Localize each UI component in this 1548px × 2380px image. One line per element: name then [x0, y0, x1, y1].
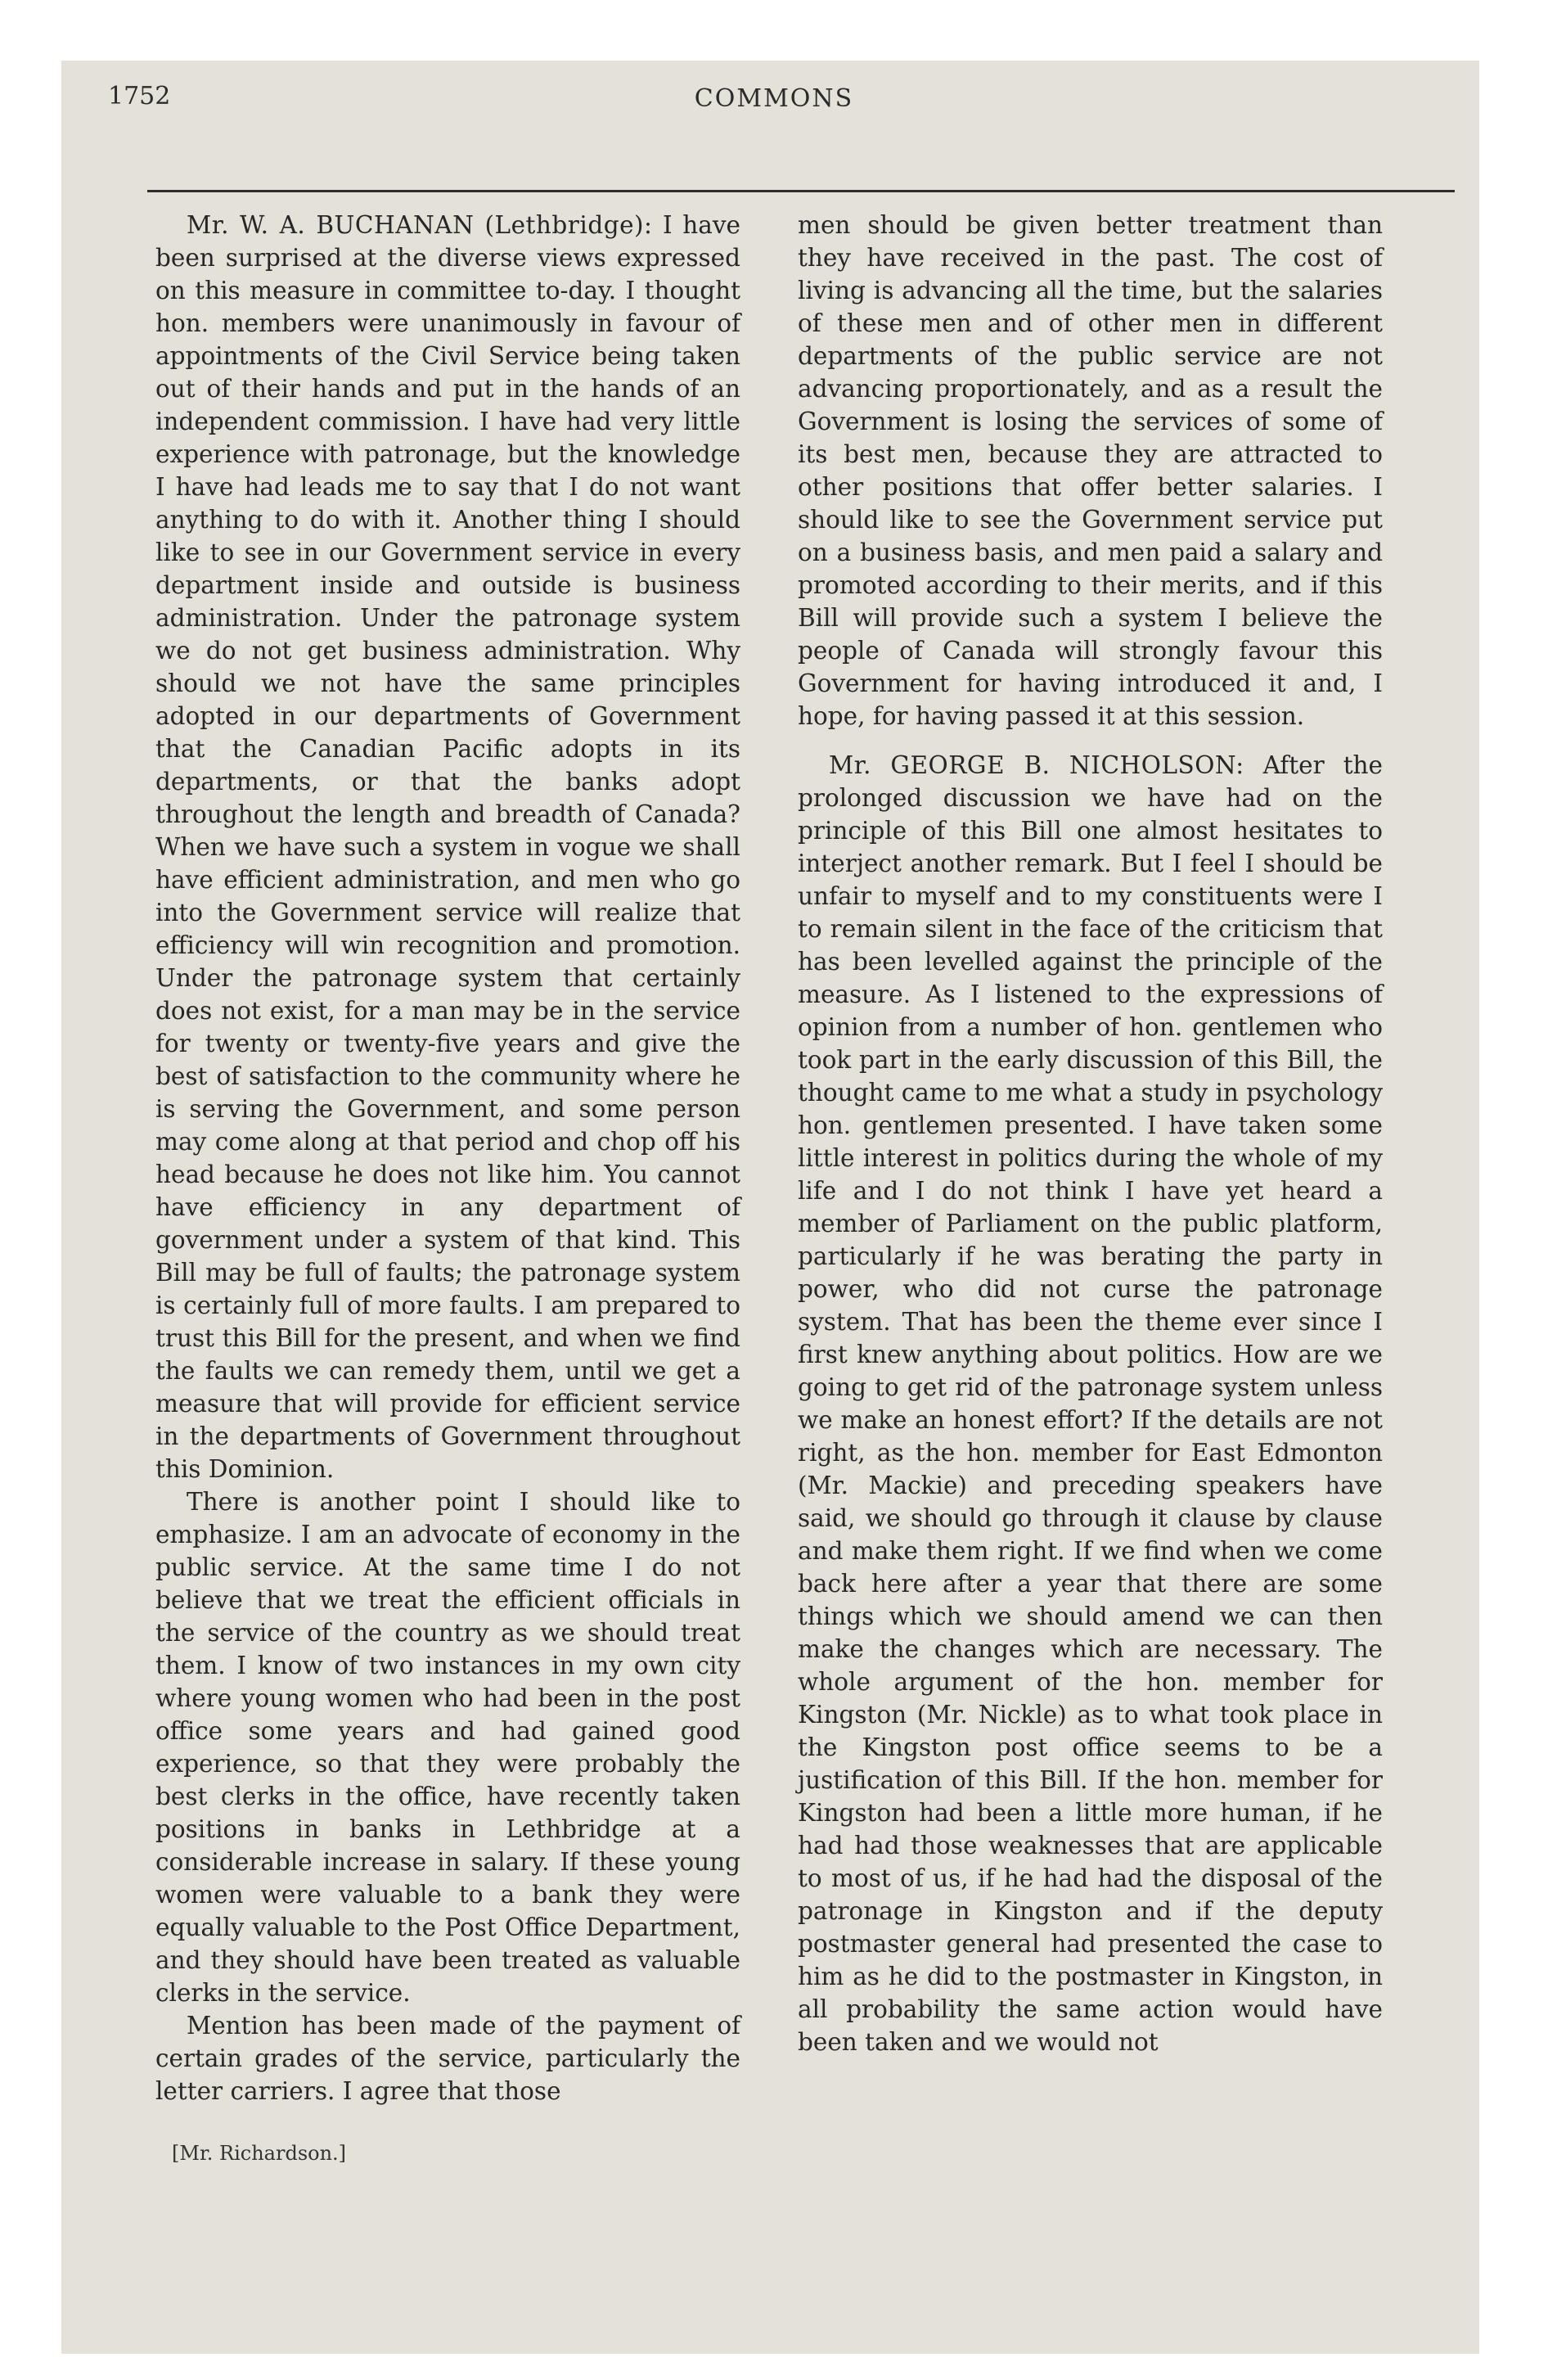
speech-text: I have been surprised at the diverse views expressed on this measure in committee to-day. I thought hon. members were unanimously in favour of appointments of the Civil Service being taken out of their hands and put in the hands of an independent commission. I have had very little experience with patronage, but the knowledge I have had leads me to say that I do not want anything to do with it. Another thing I should like to see in our Government service in every department inside and outside is business administration. Under the patronage system we do not get business administration. Why should we not have the same principles adopted in our departments of Government that the Canadian Pacific adopts in its departments, or that the banks adopt throughout the length and breadth of Canada? When we have such a system in vogue we shall have efficient administration, and men who go into the Government service will realize that efficiency will win recognition and promotion. Under the patronage system that certainly does not exist, for a man may be in the service for twenty or twenty-five years and give the best of satisfaction to the community where he is serving the Government, and some person may come along at that period and chop off his head because he does not like him. You cannot have efficiency in any department of government under a system of that kind. This Bill may be full of faults; the patronage system is certainly full of more faults. I am prepared to trust this Bill for the present, and when we find the faults we can remedy them, until we get a measure that will provide for efficient service in the departments of Government throughout this Dominion.	[155, 211, 740, 1483]
paragraph	[798, 749, 1383, 2058]
page-number: 1752	[108, 82, 171, 110]
speaker-name: Mr. W. A. BUCHANAN (Lethbridge):	[187, 211, 653, 239]
header-rule	[147, 190, 1455, 192]
paragraph: Mention has been made of the payment of certain grades of the service, particularly the letter carriers. I agree that those	[155, 2012, 740, 2105]
right-column	[798, 209, 1383, 2058]
paragraph: There is another point I should like to emphasize. I am an advocate of economy in the public service. At the same time I do not believe that we treat the efficient officials in the service of the country as we should treat them. I know of two instances in my own city where young women who had been in the post office some years and had gained good experience, so that they were probably the best clerks in the office, have recently taken positions in banks in Lethbridge at a considerable increase in salary. If these young women were valuable to a bank they were equally valuable to the Post Office Department, and they should have been treated as valuable clerks in the service.	[155, 1488, 740, 2007]
speech-text: After the prolonged discussion we have had on the principle of this Bill one almost hesitates to interject another remark. But I feel I should be unfair to myself and to my constituents were I to remain silent in the face of the criticism that has been levelled against the principle of the measure. As I listened to the expressions of opinion from a number of hon. gentlemen who took part in the early discussion of this Bill, the thought came to me what a study in psychology hon. gentlemen presented. I have taken some little interest in politics during the whole of my life and I do not think I have yet heard a member of Parliament on the public platform, particularly if he was berating the party in power, who did not curse the patronage system. That has been the theme ever since I first knew anything about politics. How are we going to get rid of the patronage system unless we make an honest effort? If the details are not right, as the hon. member for East Edmonton (Mr. Mackie) and preceding speakers have said, we should go through it clause by clause and make them right. If we find when we come back here after a year that there are some things which we should amend we can then make the changes which are necessary. The whole argument of the hon. member for Kingston (Mr. Nickle) as to what took place in the Kingston post office seems to be a justification of this Bill. If the hon. member for Kingston had been a little more human, if he had had those weaknesses that are applicable to most of us, if he had had the disposal of the patronage in Kingston and if the deputy postmaster general had presented the case to him as he did to the postmaster in Kingston, in all probability the same action would have been taken and we would not	[798, 751, 1384, 2056]
paragraph	[155, 209, 740, 1485]
paragraph: men should be given better treatment than they have received in the past. The cost of living is advancing all the time, but the salaries of these men and of other men in different departments of the public service are not advancing proportionately, and as a result the Government is losing the services of some of its best men, because they are attracted to other positions that offer better salaries. I should like to see the Government service put on a business basis, and men paid a salary and promoted according to their merits, and if this Bill will provide such a system I believe the people of Canada will strongly favour this Government for having introduced it and, I hope, for having passed it at this session.	[798, 211, 1383, 730]
running-head: COMMONS	[694, 84, 854, 113]
speaker-name: Mr. GEORGE B. NICHOLSON:	[829, 751, 1244, 779]
left-column	[155, 209, 740, 2107]
footer-note: [Mr. Richardson.]	[172, 2142, 347, 2165]
